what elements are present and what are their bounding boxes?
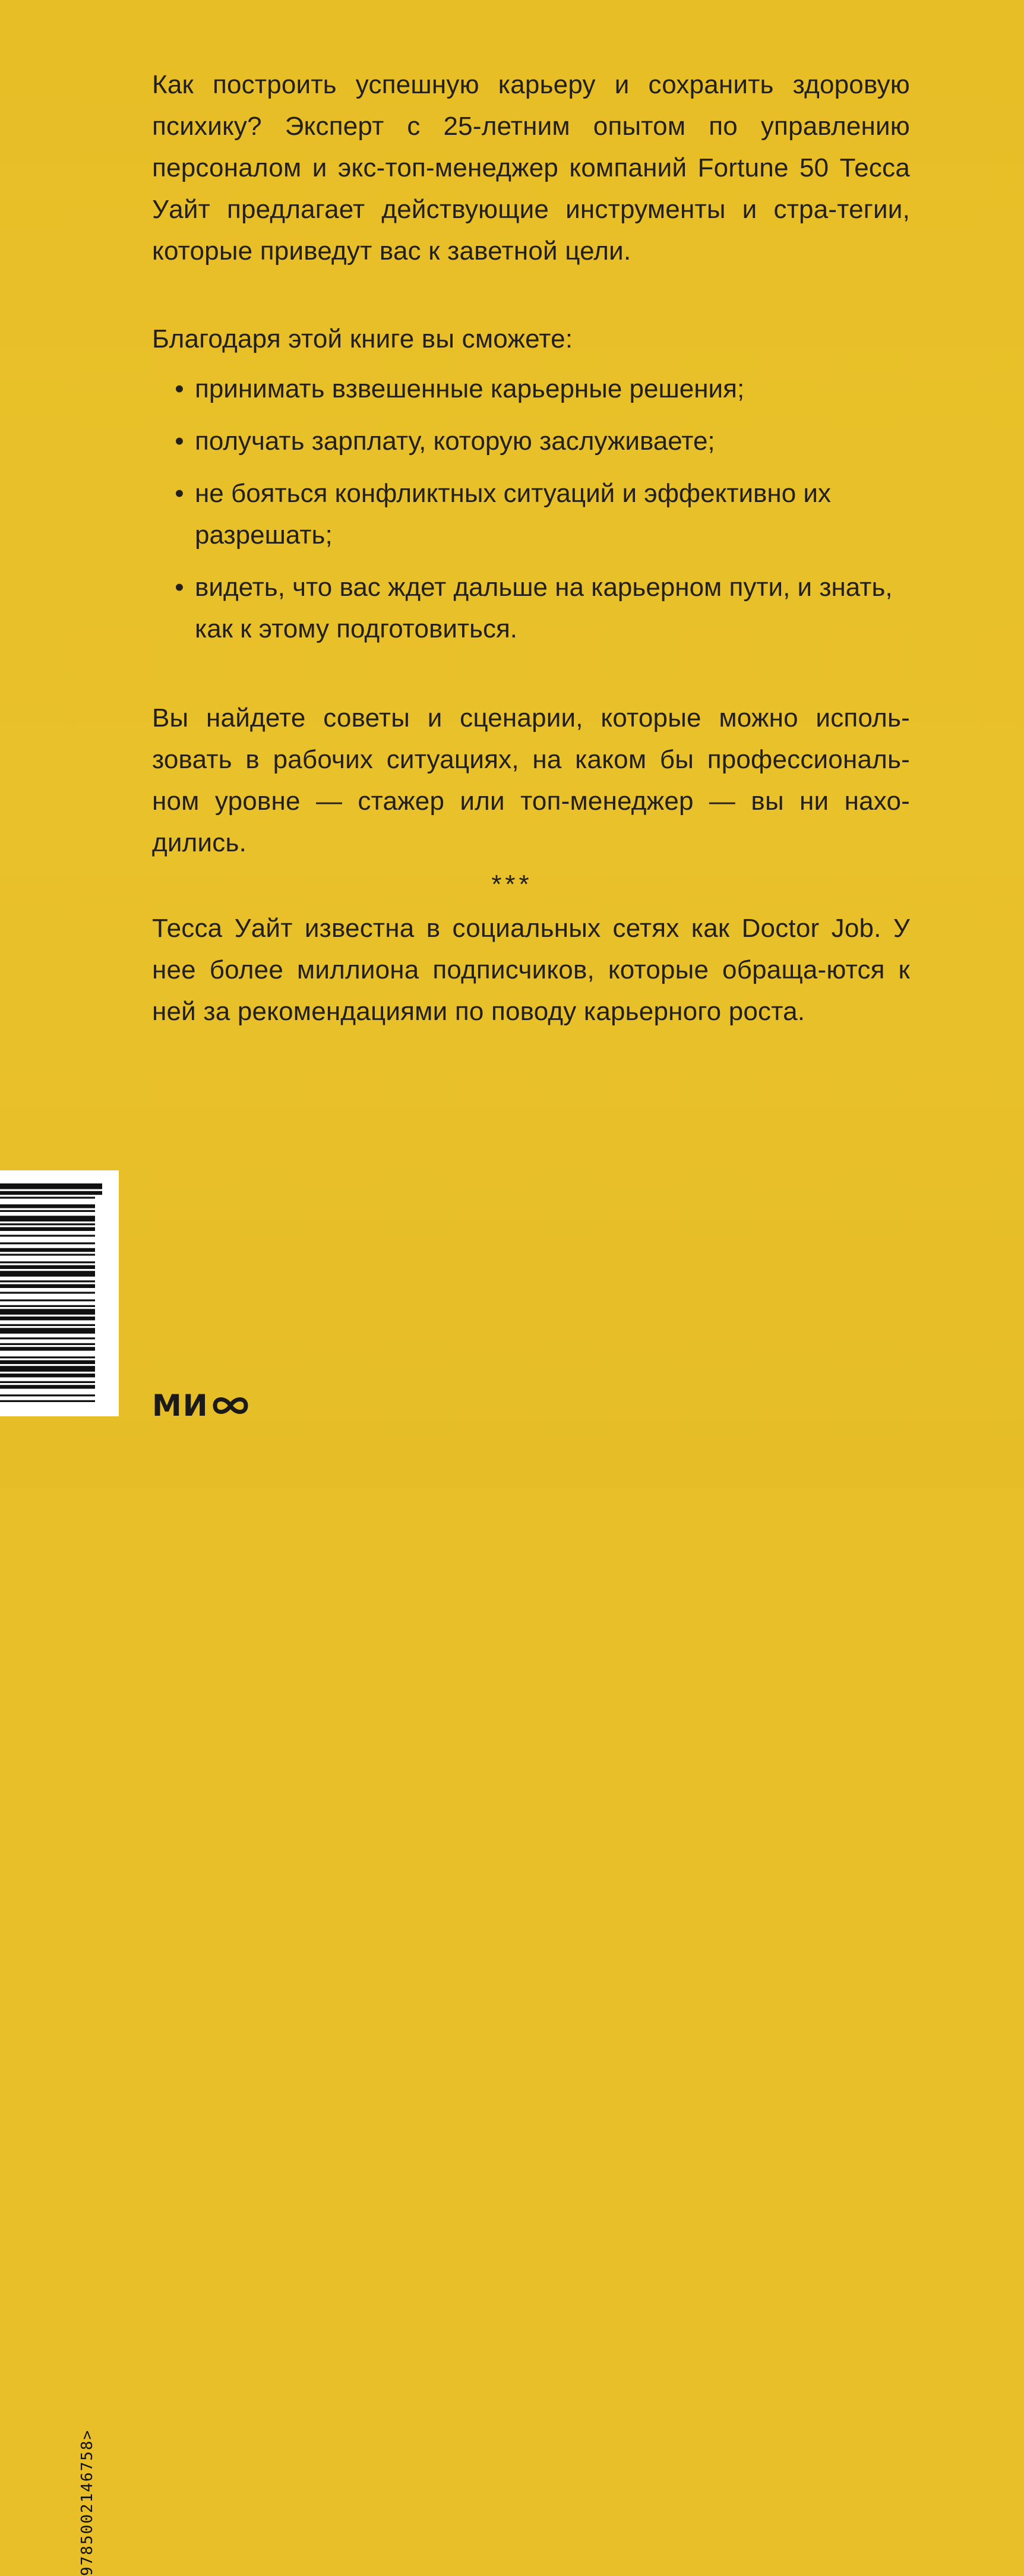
barcode-bar [0,1280,95,1282]
list-item [152,567,910,650]
outro-paragraph: Вы найдете советы и сценарии, которые можно исполь-зовать в рабочих ситуациях, на каком бы профессиональ-ном уровне — стажер или топ-менеджер — вы ни нахо-дились. [152,697,910,864]
barcode-bar [0,1305,95,1307]
barcode-bar [0,1394,95,1396]
benefit-text: принимать взвешенные карьерные решения; [195,374,744,403]
barcode-bar [0,1223,95,1225]
list-item [152,473,910,556]
infinity-icon [211,1394,249,1418]
barcode-bar [0,1299,95,1301]
barcode-bar [0,1374,95,1377]
list-item [152,421,910,462]
barcode-bar [0,1242,95,1244]
barcode-bar [0,1183,102,1189]
publisher-logo [152,1388,249,1423]
isbn-barcode [0,1170,119,1416]
barcode-bar [0,1356,95,1358]
isbn-arrow: > [78,2429,96,2440]
list-item [152,368,910,410]
barcode-bar [0,1317,95,1320]
barcode-bar [0,1271,95,1277]
bullet-icon: • [173,421,185,462]
barcode-bar [0,1400,95,1402]
benefit-text: видеть, что вас ждет дальше на карьерном пути, и знать, как к этому подготовиться. [195,573,893,643]
bullet-icon: • [173,368,185,410]
isbn-digits: 9785002146758 [78,2440,96,2576]
barcode-bar [0,1381,95,1383]
bullet-icon: • [173,473,185,514]
publisher-logo-text: МИ [152,1388,209,1423]
benefits-list [152,368,910,661]
barcode-bar [0,1343,95,1345]
barcode-bar [0,1191,102,1195]
barcode-bar [0,1265,95,1269]
benefit-text: не бояться конфликтных ситуаций и эффективно их разрешать; [195,479,831,550]
barcode-bar [0,1197,95,1198]
barcode-bar [0,1227,95,1231]
barcode-bar [0,1337,95,1339]
intro-paragraph: Как построить успешную карьеру и сохранить здоровую психику? Эксперт с 25-летним опытом по управлению персоналом и экс-топ-менеджер компаний Fortune 50 Тесса Уайт предлагает действующие инструменты и стра-тегии, которые приведут вас к заветной цели. [152,64,910,272]
barcode-bar [0,1328,95,1334]
author-paragraph: Тесса Уайт известна в социальных сетях как Doctor Job. У нее более миллиона подписчиков, которые обраща-ются к ней за рекомендациями по поводу карьерного роста. [152,908,910,1033]
barcode-bar [0,1261,95,1263]
barcode-bar [0,1347,95,1350]
barcode-bar [0,1284,95,1288]
barcode-bar [0,1235,95,1236]
barcode-bar [0,1204,95,1208]
barcode-bar [0,1292,95,1293]
section-separator: *** [0,870,1024,899]
barcode-bar [0,1254,95,1255]
barcode-bar [0,1385,95,1388]
benefits-lead-in: Благодаря этой книге вы сможете: [152,318,910,360]
barcode-graphic [0,1170,119,1416]
barcode-bar [0,1360,95,1364]
bullet-icon: • [173,567,185,608]
barcode-bar [0,1324,95,1326]
barcode-bar [0,1366,95,1372]
barcode-bar [0,1216,95,1221]
barcode-bar [0,1210,95,1212]
barcode-bar [0,1248,95,1252]
isbn-number [78,2429,96,2576]
benefit-text: получать зарплату, которую заслуживаете; [195,427,715,456]
barcode-bar [0,1309,95,1315]
